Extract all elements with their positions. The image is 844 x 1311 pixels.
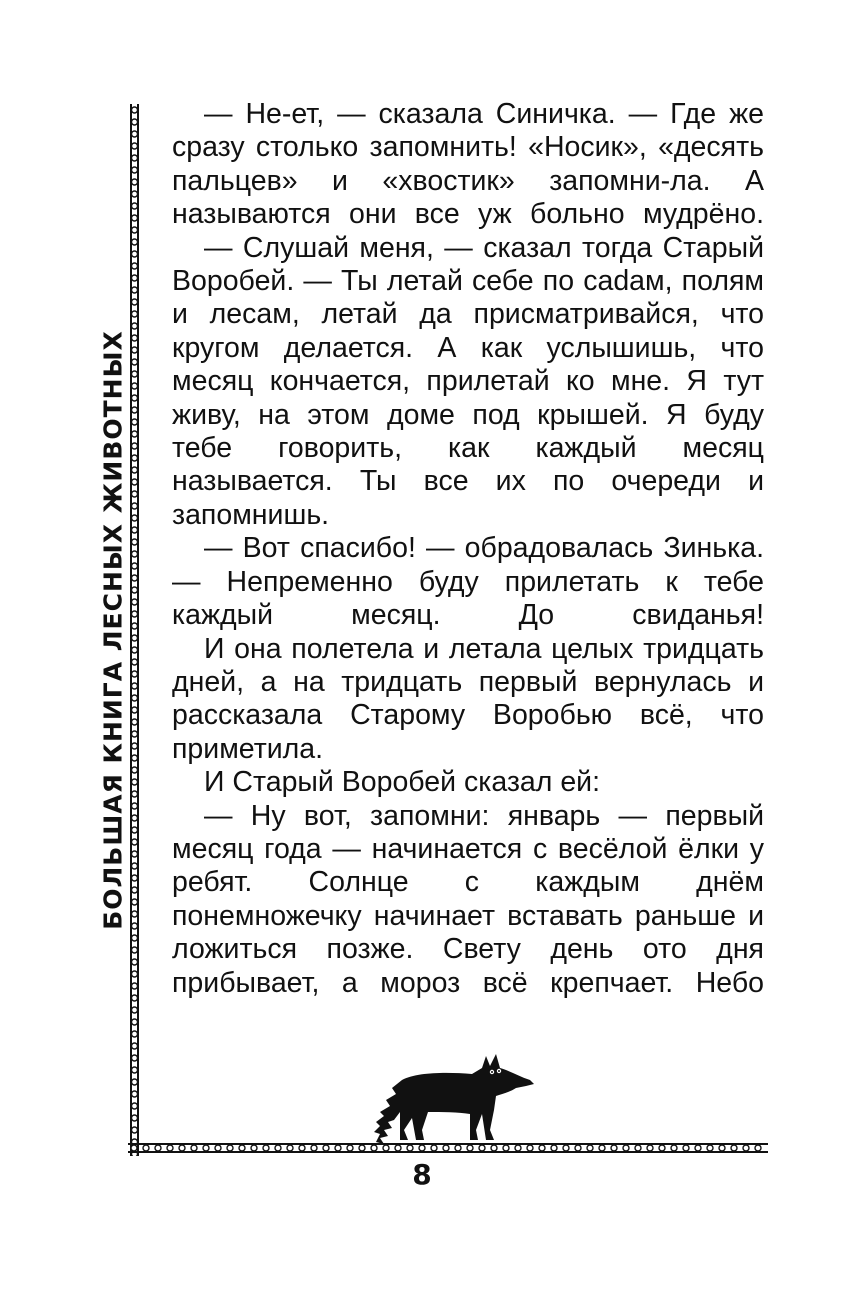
paragraph-3: — Вот спасибо! — обрадовалась Зинька. — Непременно буду прилетать к тебе каждый месяц. До свиданья! [172,532,764,632]
page-number: 8 [412,1158,432,1191]
decorative-border-vertical [128,104,142,1156]
story-text [172,98,764,1000]
paragraph-1: — Не-ет, — сказала Синичка. — Где же сразу столько запомнить! «Носик», «десять пальцев» и «хвостик» запомни-ла. А называются они все уж больно мудрёно. [172,98,764,231]
side-title-text: БОЛЬШАЯ КНИГА ЛЕСНЫХ ЖИВОТНЫХ [98,330,128,930]
paragraph-6: — Ну вот, запомни: январь — первый месяц года — начинается с весёлой ёлки у ребят. Солнце с каждым днём понемножечку начинает вставать раньше и ложиться позже. Свету день ото дня прибывает, а мороз всё крепчает. Небо [172,799,764,999]
paragraph-4: И она полетела и летала целых тридцать дней, а на тридцать первый вернулась и рассказала Старому Воробью всё, что приметила. [172,632,764,765]
side-running-title [96,330,130,930]
wolf-silhouette-icon [362,1050,538,1150]
paragraph-2: — Слушай меня, — сказал тогда Старый Воробей. — Ты летай себе по саdам, полям и лесам, летай да присматривайся, что кругом делается. А как услышишь, что месяц кончается, прилетай ко мне. Я тут живу, на этом доме под крышей. Я буду тебе говорить, как каждый месяц называется. Ты все их по очереди и запомнишь. [172,231,764,531]
paragraph-5: И Старый Воробей сказал ей: [204,766,601,799]
